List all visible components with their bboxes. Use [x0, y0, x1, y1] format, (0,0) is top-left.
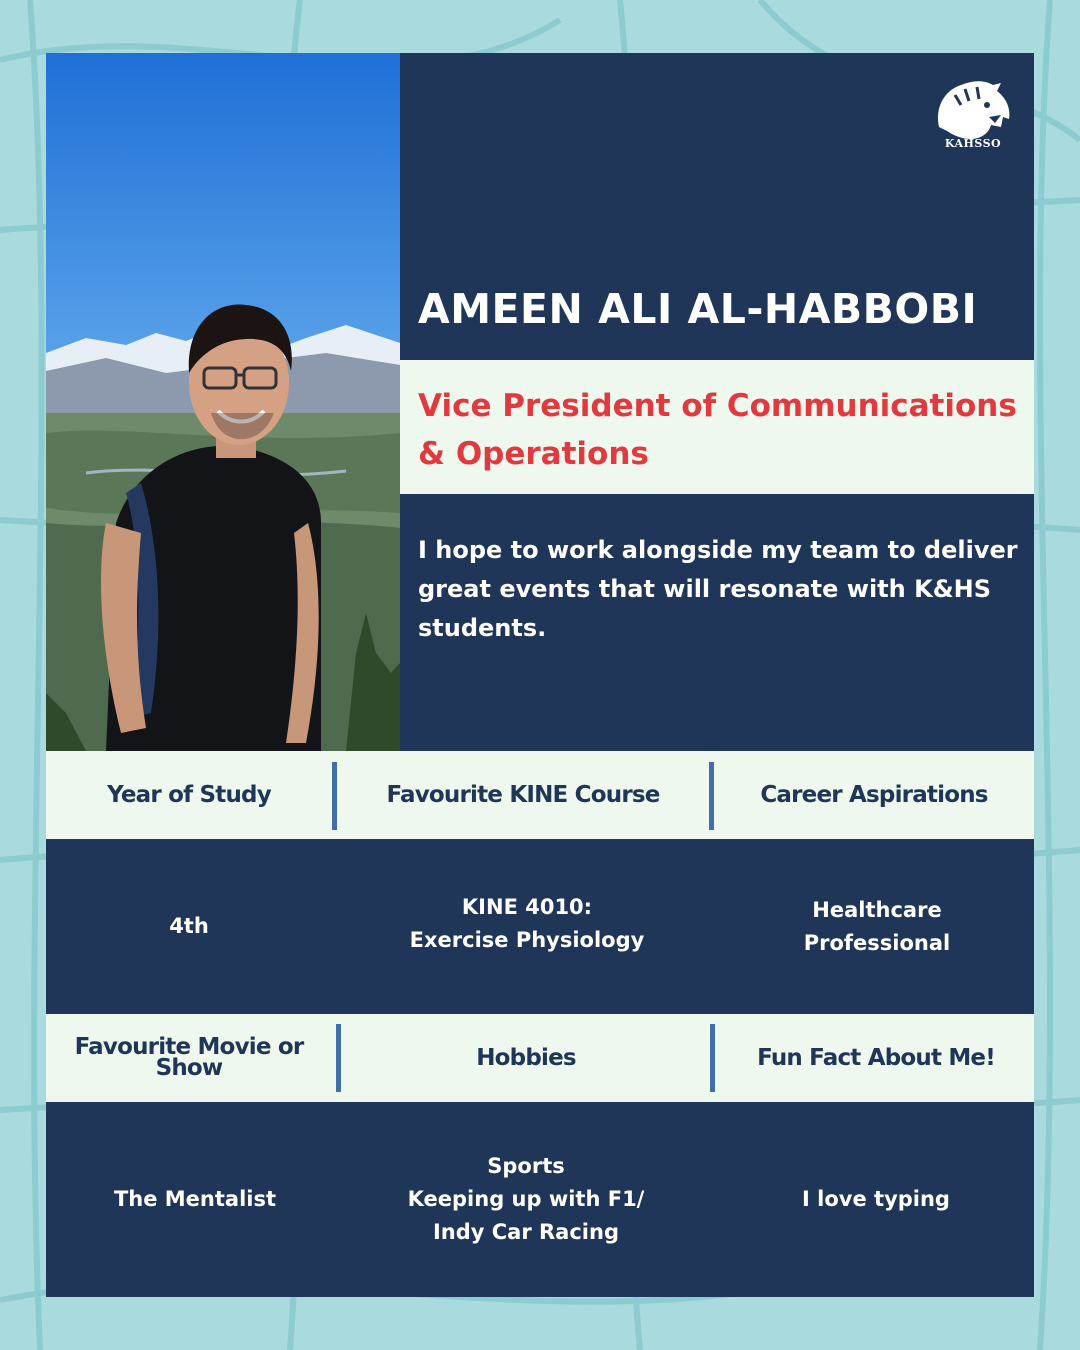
- value-favourite-movie-or-show: The Mentalist: [113, 1187, 277, 1211]
- header-favourite-movie-or-show: Favourite Movie or Show: [74, 1034, 304, 1081]
- member-role: Vice President of Communications & Operations: [418, 388, 1017, 472]
- role-band: [400, 360, 1034, 494]
- logo-text: KAHSSO: [944, 137, 1002, 150]
- details-value-row-2: [46, 1102, 1034, 1297]
- profile-photo: [46, 53, 400, 751]
- header-hobbies: Hobbies: [476, 1044, 576, 1071]
- value-fun-fact: I love typing: [802, 1187, 950, 1211]
- details-header-row-1: [46, 751, 1034, 839]
- value-career-aspirations: Healthcare Professional: [803, 897, 951, 955]
- profile-card: [46, 53, 1034, 1297]
- header-career-aspirations: Career Aspirations: [760, 781, 988, 808]
- value-favourite-kine-course: KINE 4010: Exercise Physiology: [409, 894, 645, 952]
- member-name: AMEEN ALI AL-HABBOBI: [418, 285, 978, 333]
- kahsso-logo: [931, 75, 1015, 155]
- value-hobbies: Sports Keeping up with F1/ Indy Car Racing: [407, 1154, 645, 1244]
- header-fun-fact: Fun Fact About Me!: [757, 1044, 995, 1071]
- header-favourite-kine-course: Favourite KINE Course: [386, 781, 660, 808]
- member-quote: I hope to work alongside my team to deliver great events that will resonate with K&HS students.: [418, 536, 1018, 642]
- details-value-row-1: [46, 839, 1034, 1014]
- header-year-of-study: Year of Study: [107, 781, 271, 808]
- value-year-of-study: 4th: [169, 914, 209, 938]
- details-header-row-2: [46, 1014, 1034, 1102]
